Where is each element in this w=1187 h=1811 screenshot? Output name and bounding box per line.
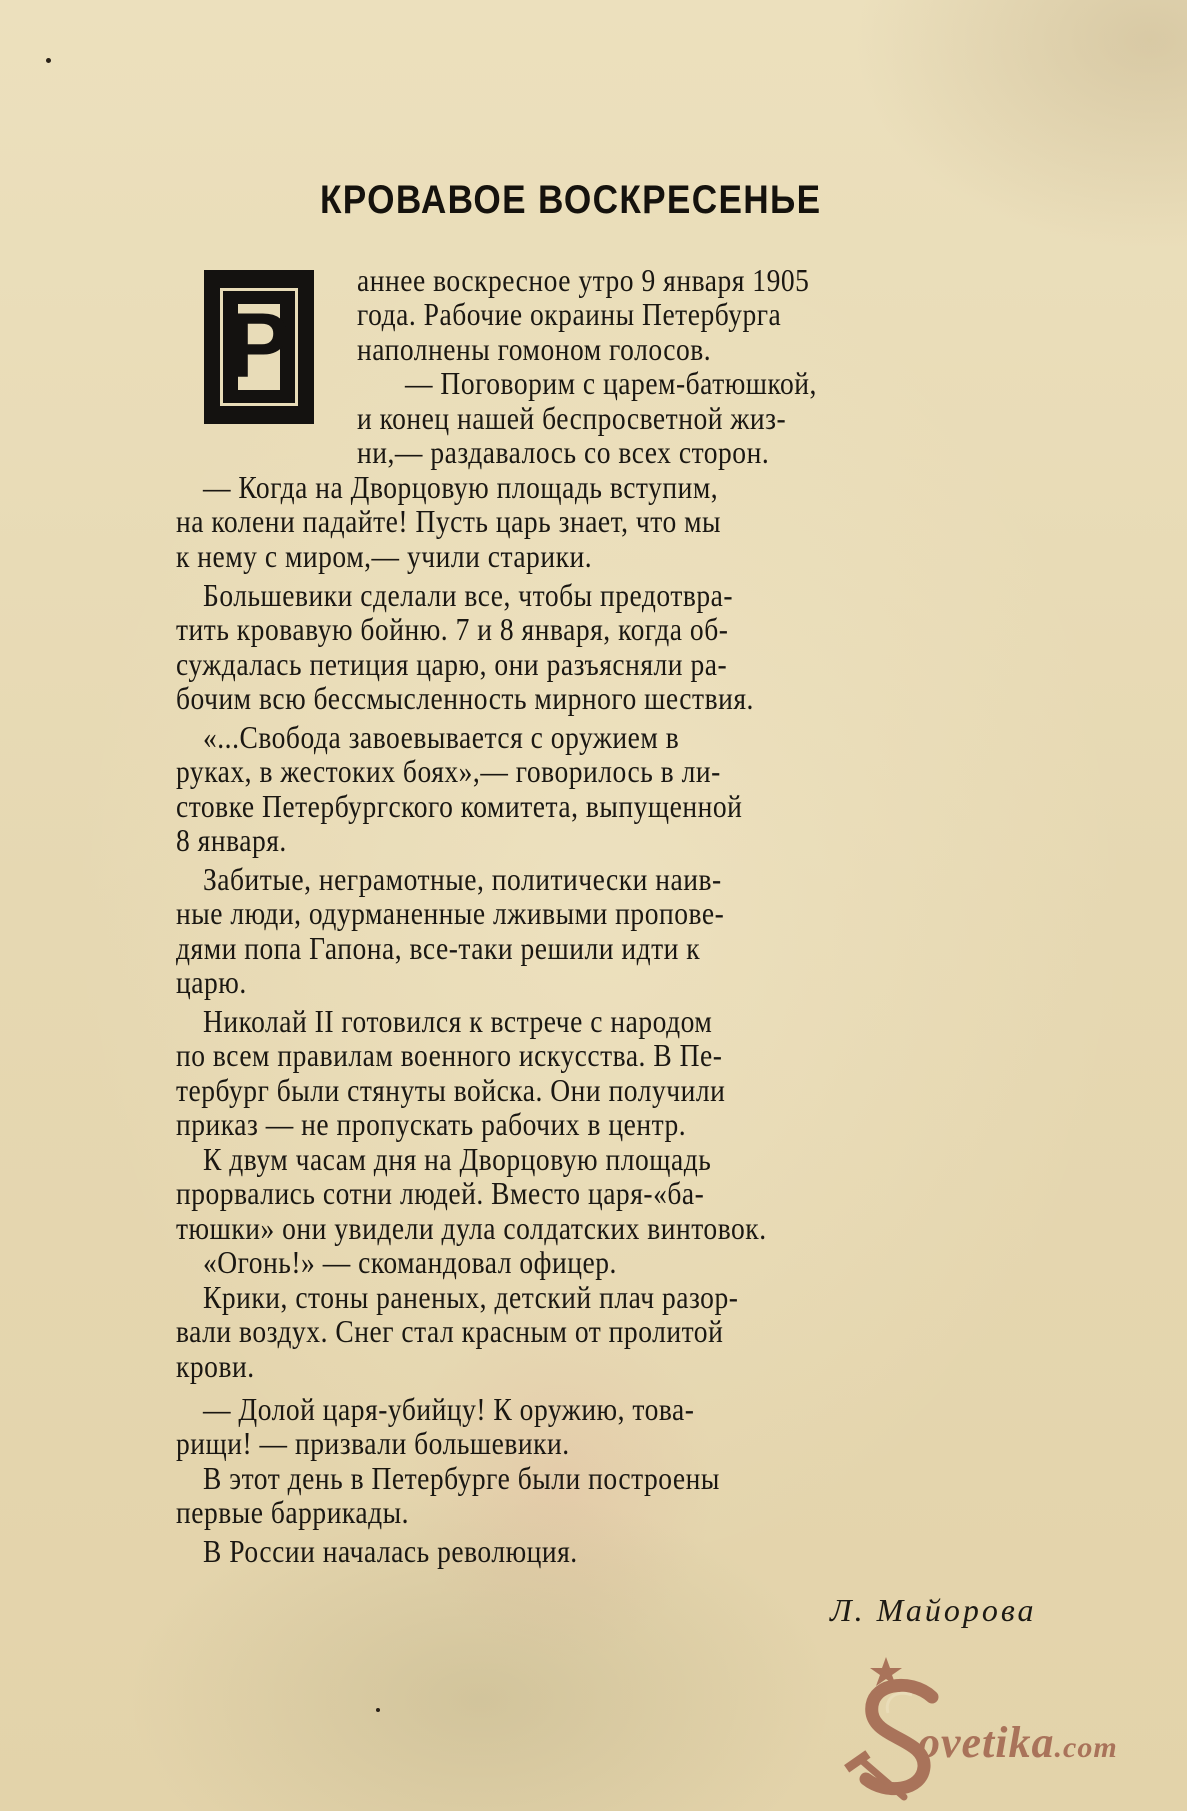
text-line: «Огонь!» — скомандовал офицер. — [203, 1244, 617, 1280]
text-line: — Долой царя-убийцу! К оружию, това- — [203, 1391, 695, 1427]
watermark-brand: ovetika — [918, 1718, 1055, 1767]
text-line: крови. — [176, 1348, 255, 1384]
article-title: КРОВАВОЕ ВОСКРЕСЕНЬЕ — [320, 178, 822, 222]
text-line: прорвались сотни людей. Вместо царя-«ба- — [176, 1175, 705, 1211]
text-line: стовке Петербургского комитета, выпущенной — [176, 788, 743, 824]
text-line: царю. — [176, 964, 247, 1000]
text-line: бочим всю бессмысленность мирного шествия. — [176, 680, 754, 716]
text-line: Забитые, неграмотные, политически наив- — [203, 861, 722, 897]
text-line: Крики, стоны раненых, детский плач разор- — [203, 1279, 739, 1315]
text-line: дями попа Гапона, все-таки решили идти к — [176, 930, 701, 966]
text-line: наполнены гомоном голосов. — [357, 331, 712, 367]
paper-speck — [376, 1708, 380, 1712]
text-line: на колени падайте! Пусть царь знает, что мы — [176, 503, 722, 539]
sovetika-watermark — [840, 1655, 1180, 1805]
text-line: суждалась петиция царю, они разъясняли ра- — [176, 646, 728, 682]
paper-speck — [46, 58, 51, 63]
text-line: рищи! — призвали большевики. — [176, 1425, 570, 1461]
text-line: первые баррикады. — [176, 1494, 410, 1530]
text-line: К двум часам дня на Дворцовую площадь — [203, 1141, 712, 1177]
author-signature: Л. Майорова — [830, 1592, 1037, 1628]
text-line: руках, в жестоких боях»,— говорилось в ли- — [176, 753, 721, 789]
drop-cap — [204, 270, 314, 424]
drop-cap-letter: Р — [228, 295, 290, 397]
text-line: тюшки» они увидели дула солдатских винтовок. — [176, 1210, 767, 1246]
text-line: приказ — не пропускать рабочих в центр. — [176, 1106, 687, 1142]
text-line: 8 января. — [176, 822, 287, 858]
text-line: ные люди, одурманенные лживыми пропове- — [176, 895, 725, 931]
text-line: и конец нашей беспросветной жиз- — [357, 400, 787, 436]
text-line: «...Свобода завоевывается с оружием в — [203, 719, 680, 755]
text-line: В России началась революция. — [203, 1533, 578, 1569]
text-line: Большевики сделали все, чтобы предотвра- — [203, 577, 734, 613]
text-line: аннее воскресное утро 9 января 1905 — [357, 262, 810, 298]
text-line: тить кровавую бойню. 7 и 8 января, когда об- — [176, 611, 729, 647]
watermark-domain: .com — [1054, 1731, 1118, 1764]
text-line: года. Рабочие окраины Петербурга — [357, 296, 782, 332]
text-line: В этот день в Петербурге были построены — [203, 1460, 720, 1496]
text-line: ни,— раздавалось со всех сторон. — [357, 434, 770, 470]
text-line: тербург были стянуты войска. Они получили — [176, 1072, 726, 1108]
watermark-text — [918, 1717, 1118, 1768]
text-line: по всем правилам военного искусства. В Пе- — [176, 1037, 723, 1073]
text-line: Николай II готовился к встрече с народом — [203, 1003, 713, 1039]
text-line: — Поговорим с царем-батюшкой, — [405, 365, 817, 401]
text-line: к нему с миром,— учили старики. — [176, 538, 593, 574]
text-line: вали воздух. Снег стал красным от пролитой — [176, 1313, 724, 1349]
text-line: — Когда на Дворцовую площадь вступим, — [203, 469, 719, 505]
